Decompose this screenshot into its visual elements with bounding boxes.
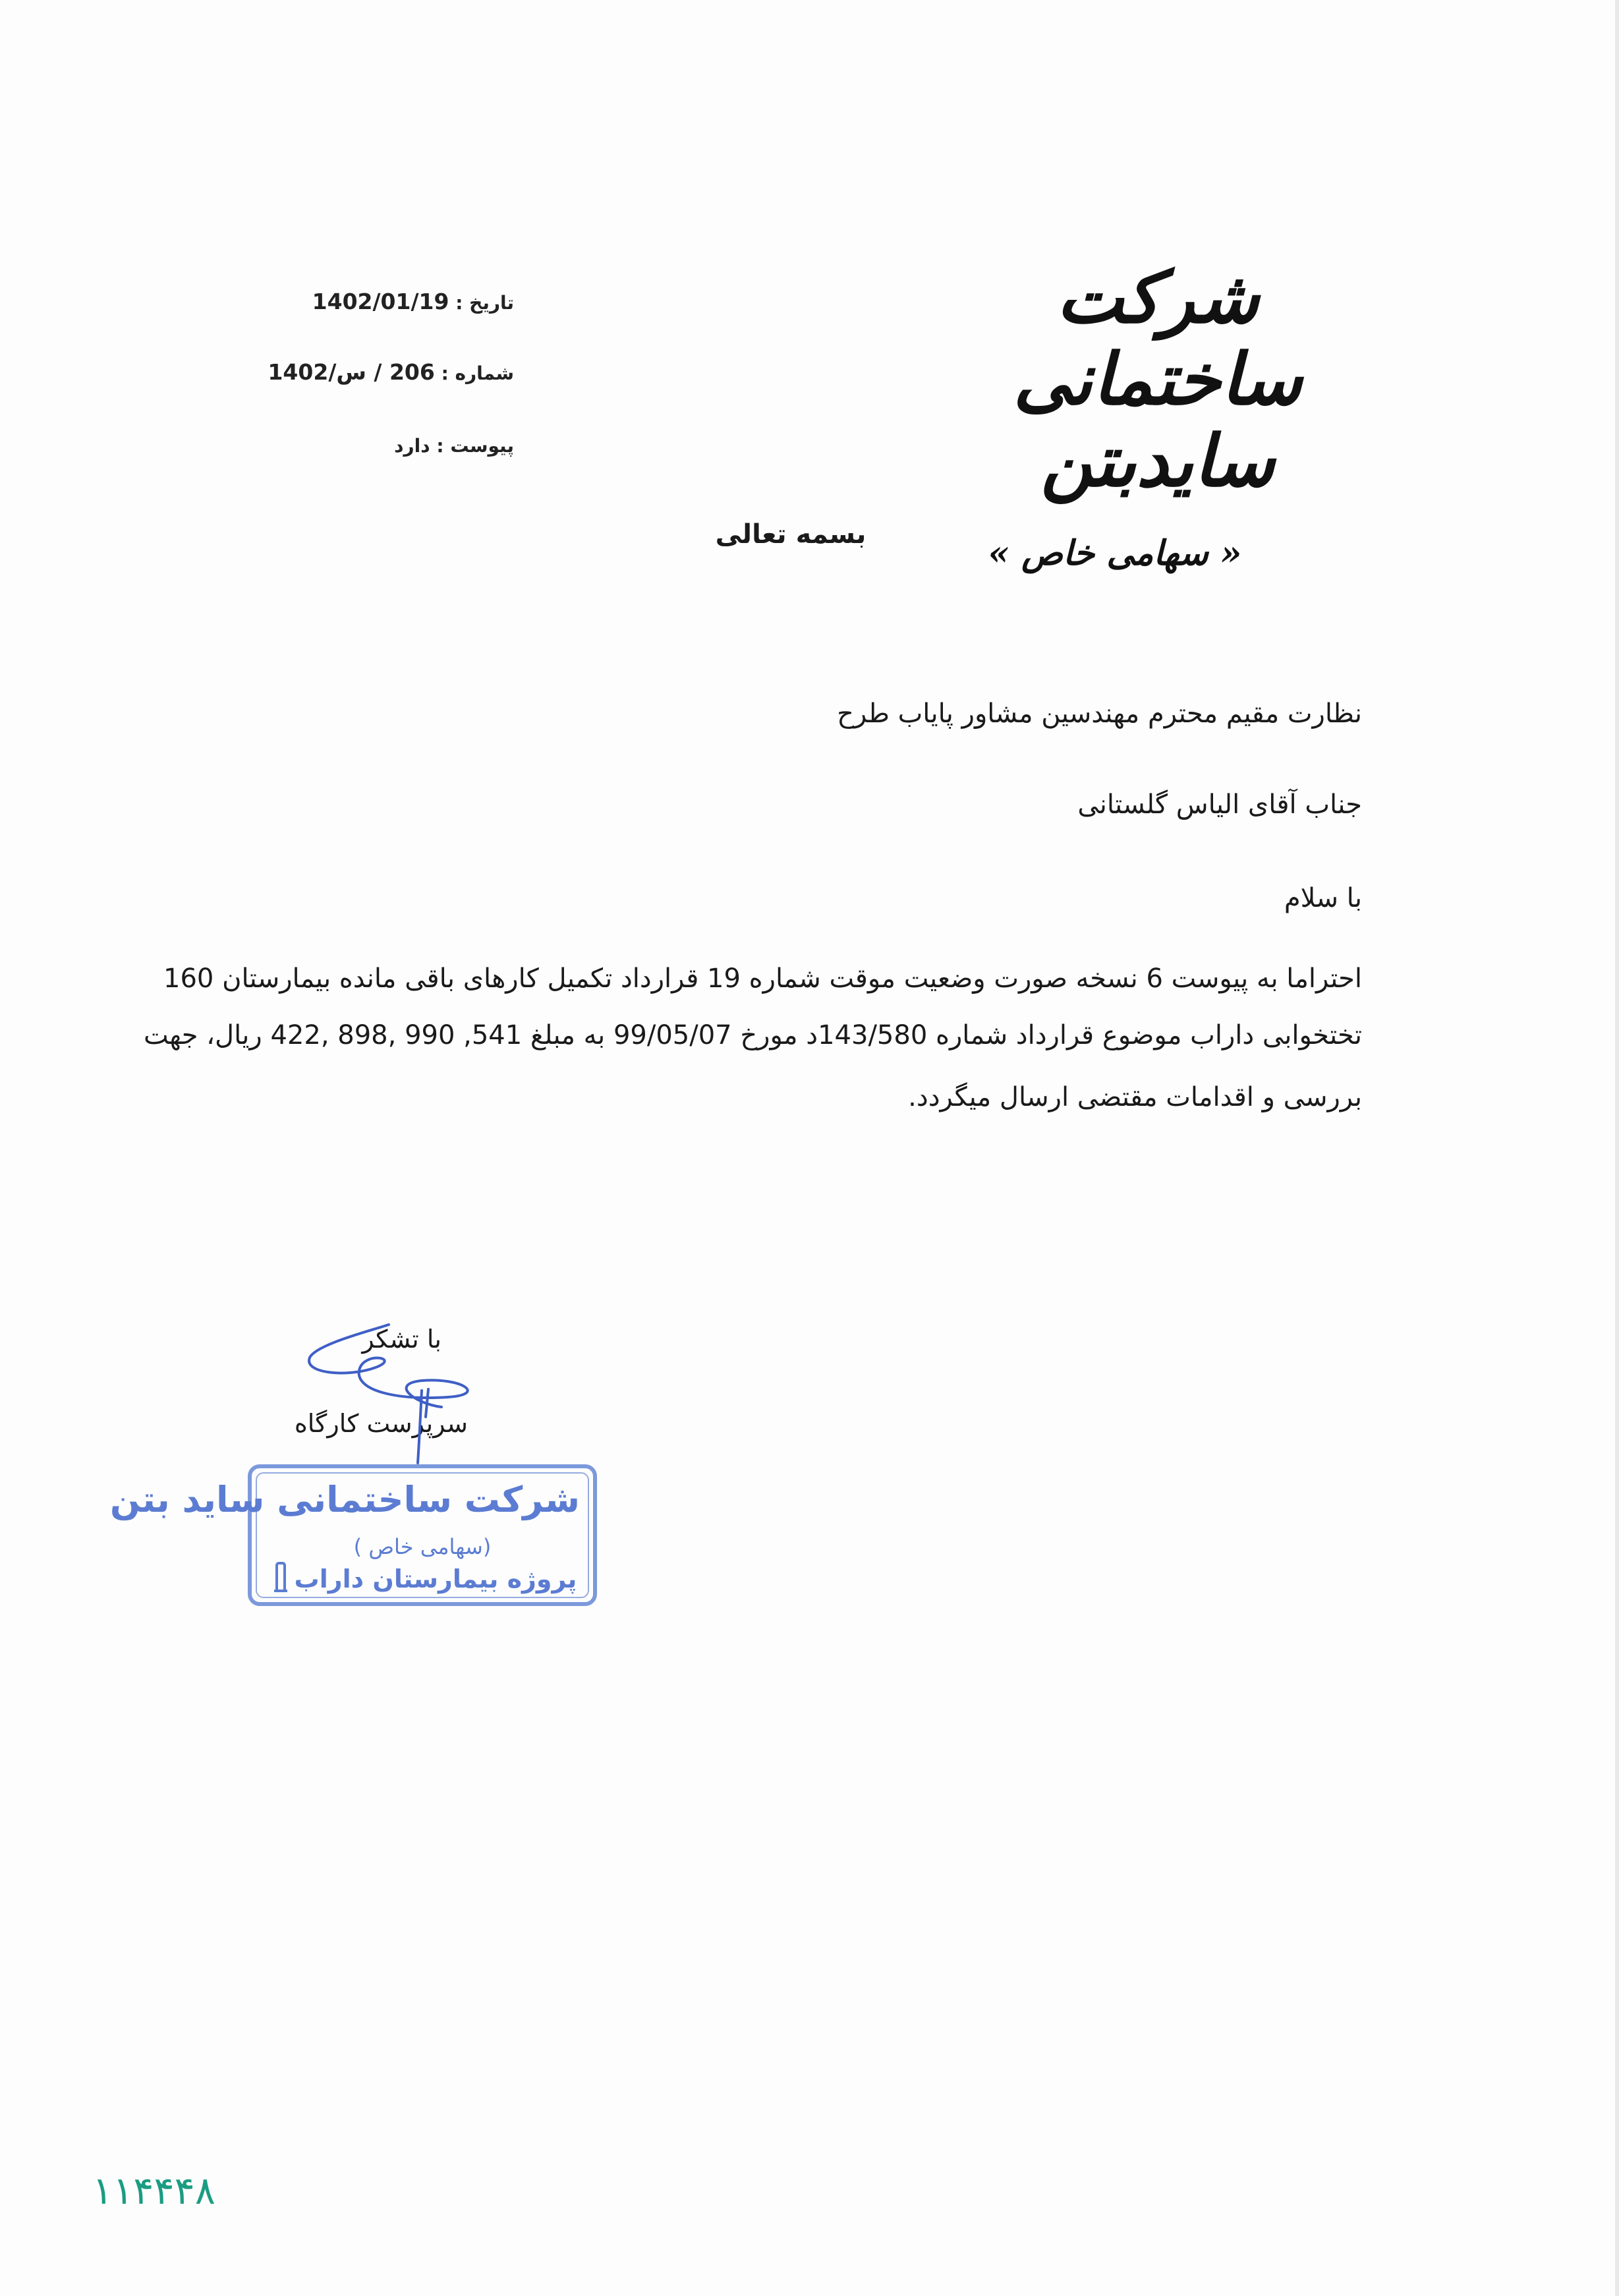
greeting: با سلام: [1284, 883, 1362, 913]
body-line-2: تختخوابی داراب موضوع قرارداد شماره 143/580د مورخ 99/05/07 به مبلغ 541, 990 ,898 ,422 ریال، جهت: [143, 1020, 1362, 1050]
number-value: 206 / س/1402: [268, 359, 435, 385]
stamp-emblem-icon: [271, 1561, 290, 1593]
addressee-line-1: نظارت مقیم محترم مهندسین مشاور پایاب طرح: [837, 699, 1362, 729]
company-stamp: [109, 1464, 597, 1606]
handwritten-signature: [290, 1311, 488, 1470]
company-logo: [947, 256, 1369, 573]
signatory-title: سرپرست کارگاه: [294, 1409, 468, 1438]
stamp-project: پروژه بیمارستان داراب: [294, 1564, 577, 1593]
stamp-company-name: شرکت ساختمانی ساید بتن: [109, 1479, 580, 1520]
letter-date: [277, 289, 514, 314]
letter-attachment: [277, 435, 514, 457]
handwritten-inbound-number: ۱۱۴۴۴۸: [92, 2168, 215, 2213]
closing: با تشکر: [362, 1325, 441, 1354]
date-value: 1402/01/19: [312, 289, 449, 314]
letter-number: [268, 359, 514, 385]
scan-edge: [1615, 0, 1619, 2296]
body-line-1: احتراما به پیوست 6 نسخه صورت وضعیت موقت شماره 19 قرارداد تکمیل کارهای باقی مانده بیمارستان 160: [163, 963, 1362, 994]
body-line-3: بررسی و اقدامات مقتضی ارسال میگردد.: [908, 1082, 1362, 1112]
date-label: تاریخ :: [455, 292, 514, 314]
attachment-value: دارد: [394, 435, 430, 457]
attachment-label: پیوست :: [436, 435, 514, 457]
number-label: شماره :: [441, 362, 514, 384]
addressee-line-2: جناب آقای الیاس گلستانی: [1077, 789, 1362, 820]
stamp-company-type: (سهامی خاص ): [353, 1534, 492, 1559]
invocation: بسمه تعالی: [715, 519, 866, 550]
logo-company-type: « سهامی خاص »: [988, 532, 1242, 573]
logo-company-name: شرکت ساختمانی سایدبتن: [1013, 256, 1303, 503]
